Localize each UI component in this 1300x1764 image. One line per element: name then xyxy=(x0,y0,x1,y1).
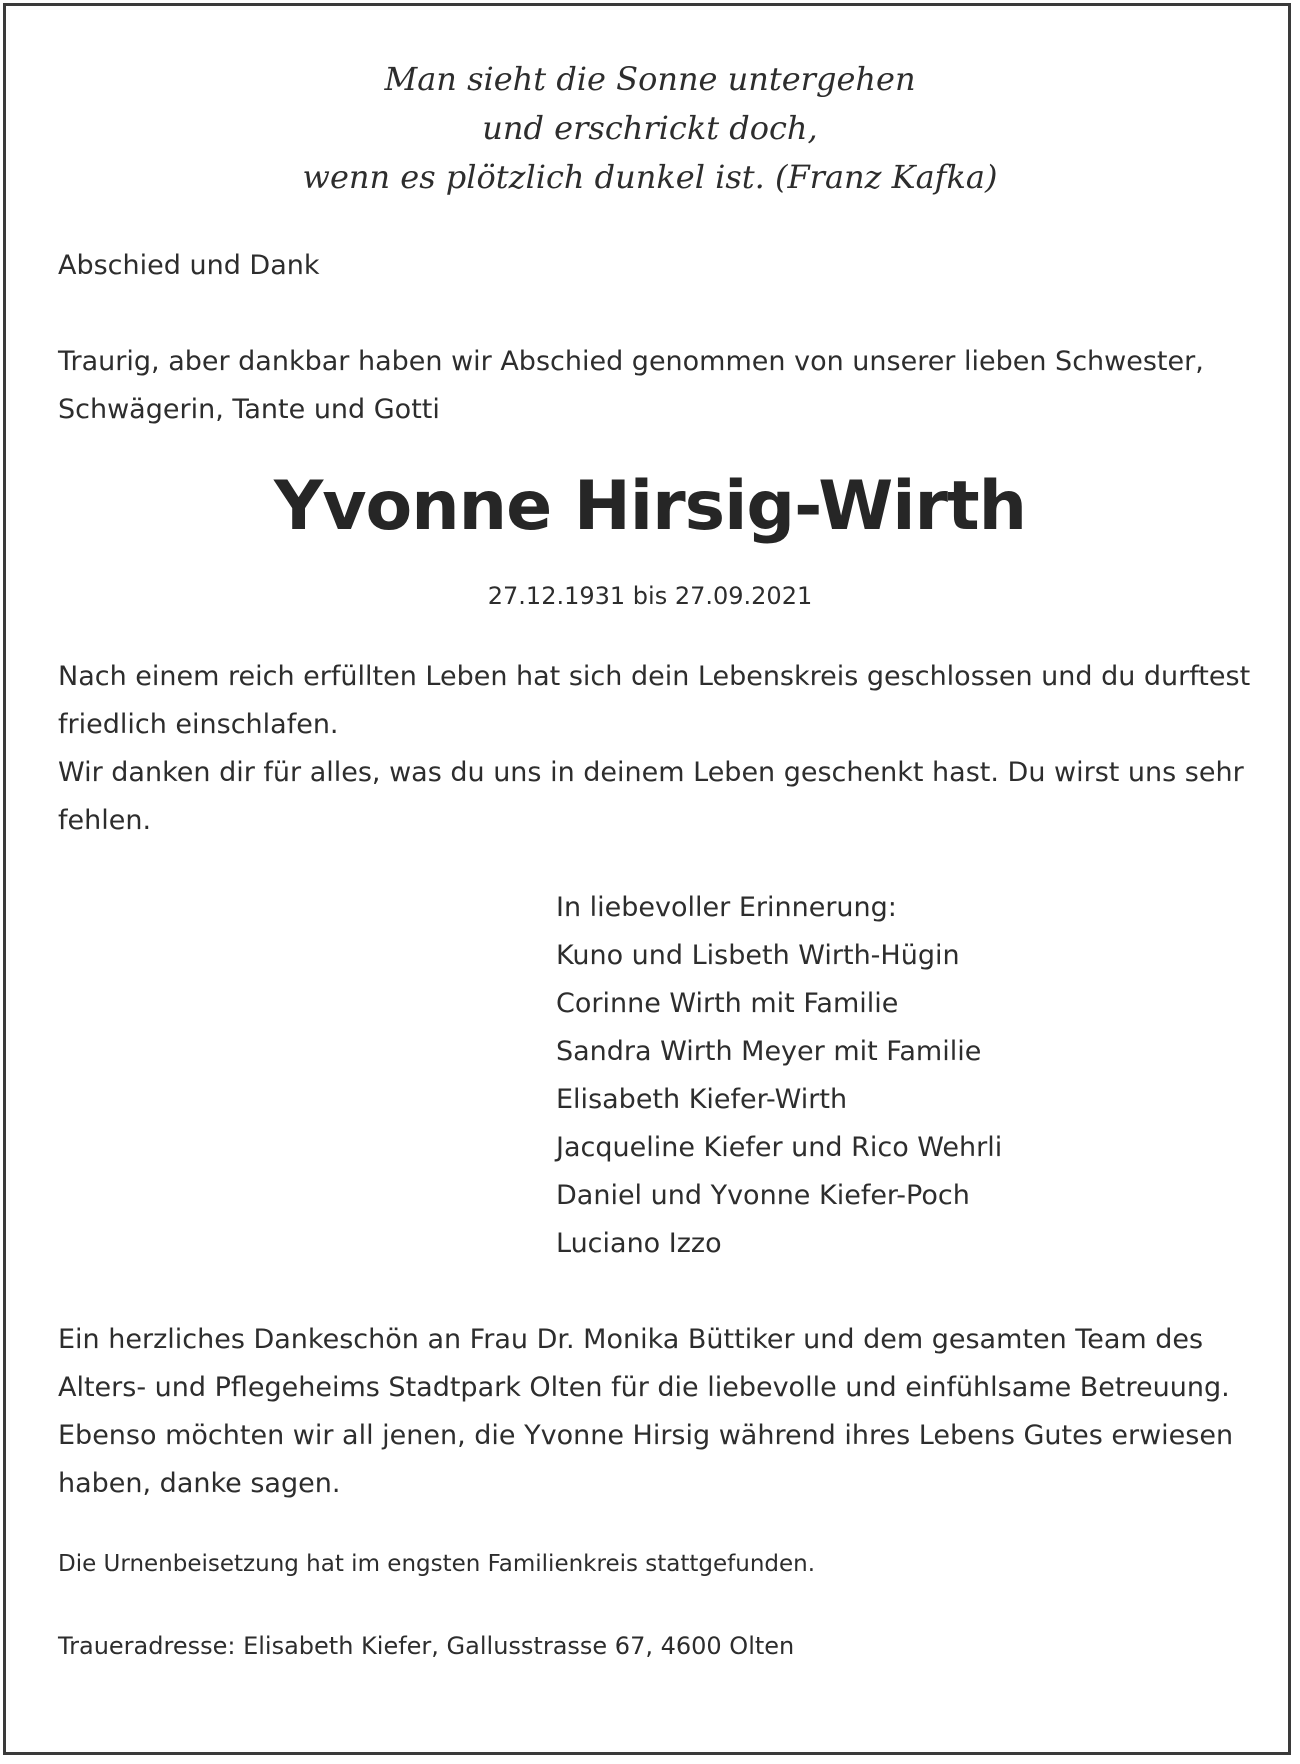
mourner-name: Luciano Izzo xyxy=(556,1228,722,1259)
quote-line: Man sieht die Sonne untergehen xyxy=(384,60,916,98)
intro-line: Traurig, aber dankbar haben wir Abschied genommen von unserer lieben Schwester, xyxy=(58,346,1204,377)
quote-line: wenn es plötzlich dunkel ist. (Franz Kafka) xyxy=(302,158,998,196)
farewell-message xyxy=(58,653,1251,845)
thanks-paragraph xyxy=(58,1316,1248,1508)
thanks-line: Ein herzliches Dankeschön an Frau Dr. Monika Büttiker und dem gesamten Team des xyxy=(58,1324,1204,1355)
mourner-name: Kuno und Lisbeth Wirth-Hügin xyxy=(556,940,960,971)
thanks-line: Ebenso möchten wir all jenen, die Yvonne Hirsig während ihres Lebens Gutes erwiesen xyxy=(58,1420,1234,1451)
kafka-quote xyxy=(0,55,1300,202)
mourners-list xyxy=(556,884,1002,1268)
mourners-title: In liebevoller Erinnerung: xyxy=(556,892,897,923)
message-line: friedlich einschlafen. xyxy=(58,709,339,740)
mourner-name: Elisabeth Kiefer-Wirth xyxy=(556,1084,848,1115)
mourner-name: Corinne Wirth mit Familie xyxy=(556,988,899,1019)
heading-text: Abschied und Dank xyxy=(58,250,320,281)
thanks-line: haben, danke sagen. xyxy=(58,1468,341,1499)
intro-paragraph xyxy=(58,338,1248,434)
notice-heading xyxy=(58,242,1248,290)
thanks-line: Alters- und Pflegeheims Stadtpark Olten für die liebevolle und einfühlsame Betreuung. xyxy=(58,1372,1230,1403)
intro-line: Schwägerin, Tante und Gotti xyxy=(58,394,440,425)
mourning-address: Traueradresse: Elisabeth Kiefer, Gallusstrasse 67, 4600 Olten xyxy=(58,1632,795,1660)
quote-line: und erschrickt doch, xyxy=(482,109,818,147)
message-line: Nach einem reich erfüllten Leben hat sich dein Lebenskreis geschlossen und du durftest xyxy=(58,661,1251,692)
deceased-name: Yvonne Hirsig-Wirth xyxy=(273,467,1027,546)
burial-note: Die Urnenbeisetzung hat im engsten Familienkreis stattgefunden. xyxy=(58,1551,816,1577)
message-line: Wir danken dir für alles, was du uns in deinem Leben geschenkt hast. Du wirst uns sehr xyxy=(58,757,1244,788)
mourner-name: Jacqueline Kiefer und Rico Wehrli xyxy=(556,1132,1003,1163)
mourner-name: Sandra Wirth Meyer mit Familie xyxy=(556,1036,982,1067)
message-line: fehlen. xyxy=(58,805,152,836)
mourner-name: Daniel und Yvonne Kiefer-Poch xyxy=(556,1180,970,1211)
life-dates: 27.12.1931 bis 27.09.2021 xyxy=(487,582,813,610)
